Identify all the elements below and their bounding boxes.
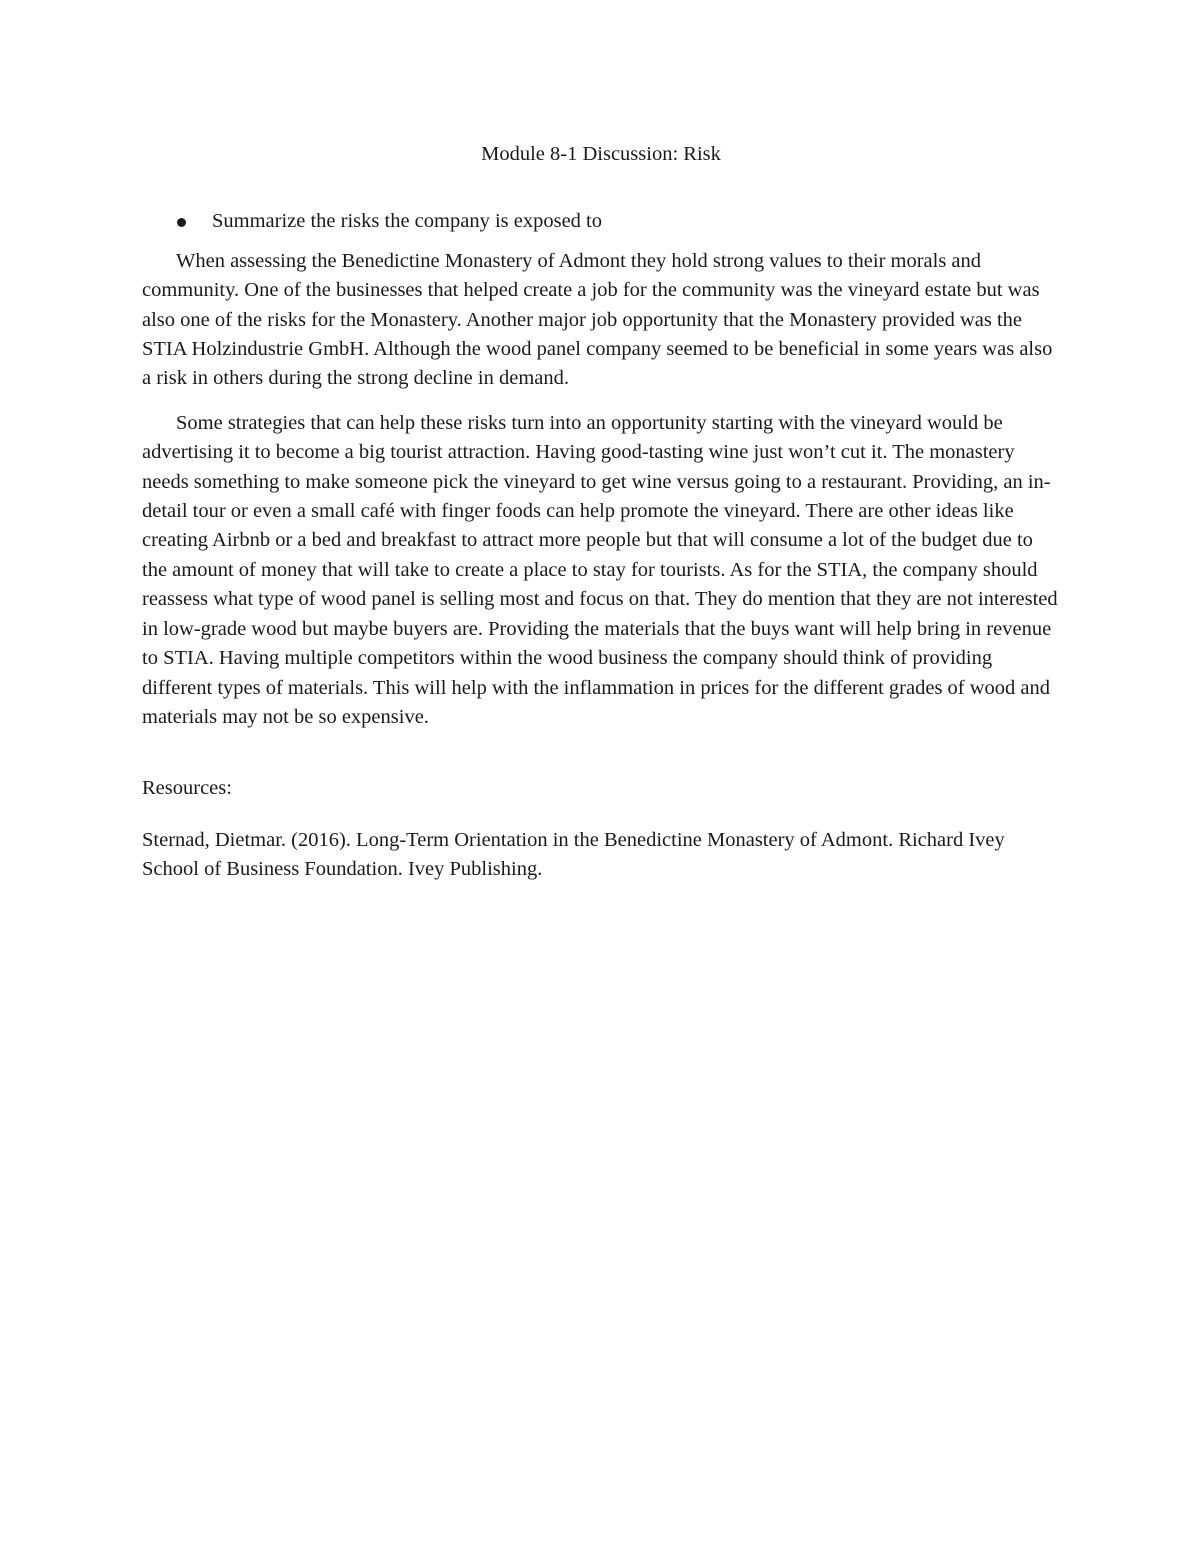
resources-heading: Resources: <box>142 777 232 800</box>
paragraph-risks: When assessing the Benedictine Monastery of Admont they hold strong values to their morals and community. One of the businesses that helped create a job for the community was the vineyard estate but was also one of the risks for the Monastery. Another major job opportunity that the Monastery provided was the STIA Holzindustrie GmbH. Although the wood panel company seemed to be beneficial in some years was also a risk in others during the strong decline in demand. <box>142 249 1053 390</box>
reference-entry: Sternad, Dietmar. (2016). Long-Term Orientation in the Benedictine Monastery of Admont. Richard Ivey School of Business Foundation. Ivey Publishing. <box>142 828 1005 881</box>
bullet-list <box>142 207 1060 236</box>
page-title: Module 8-1 Discussion: Risk <box>481 143 721 165</box>
bullet-dot-icon <box>177 218 186 227</box>
bullet-item <box>142 207 1060 236</box>
bullet-text: Summarize the risks the company is exposed to <box>212 210 602 233</box>
paragraph-strategies: Some strategies that can help these risks turn into an opportunity starting with the vineyard would be advertising it to become a big tourist attraction. Having good-tasting wine just won’t cut it. The monastery needs something to make someone pick the vineyard to get wine versus going to a restaurant. Providing, an in-detail tour or even a small café with finger foods can help promote the vineyard. There are other ideas like creating Airbnb or a bed and breakfast to attract more people but that will consume a lot of the budget due to the amount of money that will take to create a place to stay for tourists. As for the STIA, the company should reassess what type of wood panel is selling most and focus on that. They do mention that they are not interested in low-grade wood but maybe buyers are. Providing the materials that the buys want will help bring in revenue to STIA. Having multiple competitors within the wood business the company should think of providing different types of materials. This will help with the inflammation in prices for the different grades of wood and materials may not be so expensive. <box>142 411 1058 728</box>
document-body <box>142 140 1060 885</box>
